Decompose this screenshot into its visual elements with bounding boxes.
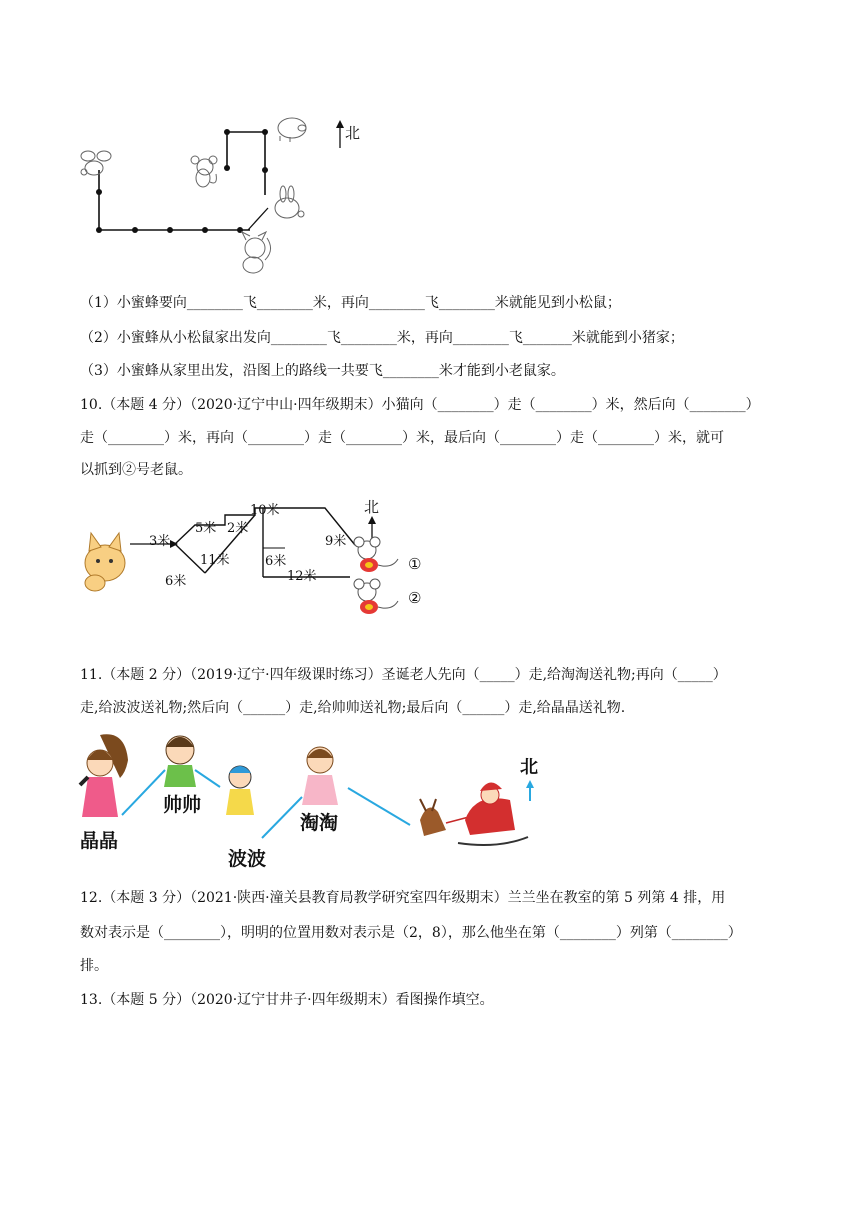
rabbit-icon (275, 186, 304, 218)
north-label: 北 (345, 124, 361, 142)
q13-line1: 13.（本题 5 分）（2020·辽宁甘井子·四年级期末）看图操作填空。 (80, 992, 494, 1008)
cat-icon (85, 533, 125, 591)
cat-mouse-figure (75, 495, 435, 620)
name-jingjing: 晶晶 (80, 830, 119, 852)
q11-line2: 走,给波波送礼物;然后向（______）走,给帅帅送礼物;最后向（______）走,给晶晶送礼物. (80, 700, 626, 716)
name-shuaishuai: 帅帅 (163, 794, 202, 816)
santa-sleigh-icon (420, 782, 528, 845)
santa-route-figure (70, 725, 550, 875)
q10-line3: 以抓到②号老鼠。 (80, 462, 192, 478)
pig-icon (278, 118, 306, 142)
q10-line1: 10.（本题 4 分）（2020·辽宁中山·四年级期末）小猫向（________）走（________）米，然后向（________） (80, 397, 760, 413)
q12-line2: 数对表示是（________），明明的位置用数对表示是（2，8），那么他坐在第（________）列第（________） (80, 925, 742, 941)
q9-sub1: （1）小蜜蜂要向________飞________米，再向________飞________米就能见到小松鼠； (80, 295, 621, 311)
label-2m: 2米 (227, 521, 249, 536)
label-10m: 10米 (250, 503, 280, 518)
q12-line3: 排。 (80, 958, 108, 974)
name-taotao: 淘淘 (300, 812, 339, 834)
label-5m: 5米 (195, 521, 217, 536)
north-label: 北 (520, 757, 538, 778)
name-bobo: 波波 (228, 848, 267, 870)
jingjing-figure-icon (80, 734, 128, 817)
north-arrow-icon (336, 120, 344, 148)
shuaishuai-figure-icon (164, 736, 196, 787)
label-3m: 3米 (149, 534, 171, 549)
mouse-mark-2: ② (408, 589, 422, 607)
label-6m-left: 6米 (165, 574, 187, 589)
north-arrow-icon (368, 516, 376, 540)
label-6m-right: 6米 (265, 554, 287, 569)
q10-line2: 走（________）米，再向（________）走（________）米，最后向（________）走（________）米，就可 (80, 430, 724, 446)
north-arrow-icon (526, 780, 534, 801)
mouse-2-icon (354, 579, 398, 614)
label-11m: 11米 (200, 553, 230, 568)
label-12m: 12米 (287, 569, 317, 584)
mouse-mark-1: ① (408, 555, 422, 573)
bee-route-figure (70, 110, 370, 285)
q11-line1: 11.（本题 2 分）（2019·辽宁·四年级课时练习）圣诞老人先向（_____）走,给淘淘送礼物;再向（_____） (80, 667, 727, 683)
q9-sub3: （3）小蜜蜂从家里出发，沿图上的路线一共要飞________米才能到小老鼠家。 (80, 363, 565, 379)
squirrel-icon (242, 232, 271, 273)
mouse-icon (191, 156, 217, 187)
bee-icon (81, 151, 111, 175)
q12-line1: 12.（本题 3 分）（2021·陕西·潼关县教育局教学研究室四年级期末）兰兰坐在教室的第 5 列第 4 排，用 (80, 890, 726, 906)
north-label: 北 (364, 498, 380, 516)
bobo-figure-icon (226, 766, 254, 815)
label-9m: 9米 (325, 534, 347, 549)
q9-sub2: （2）小蜜蜂从小松鼠家出发向________飞________米，再向________飞_______米就能到小猪家； (80, 330, 684, 346)
taotao-figure-icon (302, 747, 338, 805)
mouse-1-icon (354, 537, 398, 572)
